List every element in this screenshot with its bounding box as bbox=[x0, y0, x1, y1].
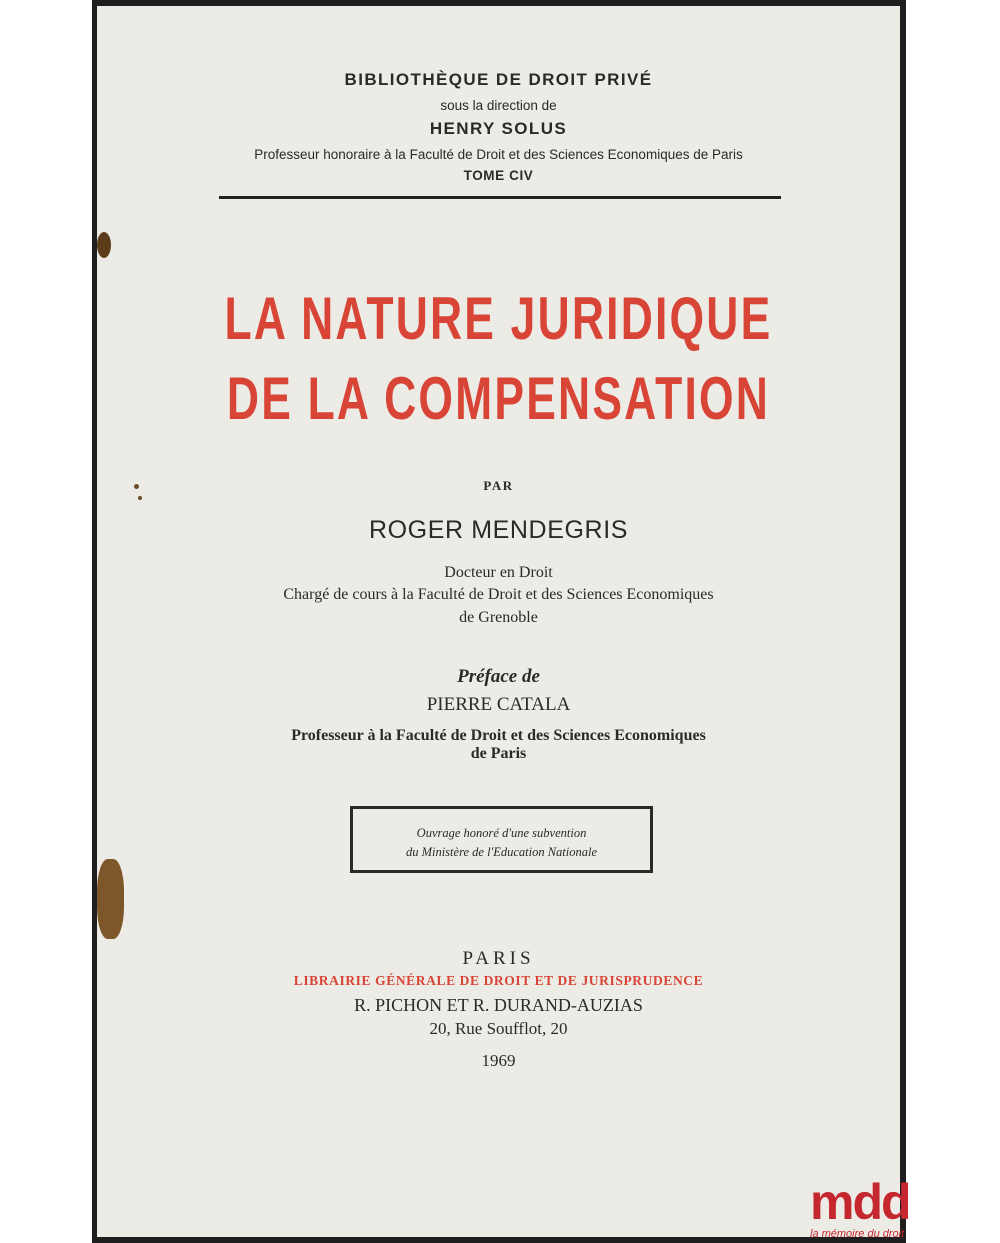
imprint-city: PARIS bbox=[462, 948, 535, 969]
imprint-publisher-names: R. PICHON ET R. DURAND-AUZIAS bbox=[354, 995, 643, 1015]
mdd-logo bbox=[810, 1174, 922, 1243]
preface-label: Préface de bbox=[457, 666, 540, 687]
series-direction: sous la direction de bbox=[440, 98, 557, 113]
book-title-line1: LA NATURE JURIDIQUE bbox=[224, 285, 773, 352]
imprint-publisher: LIBRAIRIE GÉNÉRALE DE DROIT ET DE JURISPRUDENCE bbox=[293, 973, 704, 988]
imprint-address: 20, Rue Soufflot, 20 bbox=[429, 1019, 568, 1038]
book-cover bbox=[97, 6, 900, 1237]
author-degree: Docteur en Droit bbox=[444, 564, 553, 581]
grant-box bbox=[350, 806, 653, 873]
divider bbox=[219, 196, 781, 199]
grant-line2: du Ministère de l'Education Nationale bbox=[405, 845, 598, 859]
preface-title-line1: Professeur à la Faculté de Droit et des Sciences Economiques bbox=[291, 727, 706, 744]
author-place: de Grenoble bbox=[459, 609, 538, 626]
logo-mark: mdd bbox=[810, 1174, 910, 1230]
paper-stain bbox=[138, 496, 142, 500]
book-title-line2: DE LA COMPENSATION bbox=[226, 365, 771, 432]
author-position: Chargé de cours à la Faculté de Droit et des Sciences Economiques bbox=[283, 586, 714, 603]
imprint-year: 1969 bbox=[481, 1051, 516, 1070]
series-title: BIBLIOTHÈQUE DE DROIT PRIVÉ bbox=[344, 70, 653, 89]
series-volume: TOME CIV bbox=[463, 168, 534, 183]
series-director: HENRY SOLUS bbox=[429, 119, 568, 138]
logo-tagline: la mémoire du droit bbox=[810, 1228, 905, 1240]
author-name: ROGER MENDEGRIS bbox=[368, 516, 629, 544]
grant-line1: Ouvrage honoré d'une subvention bbox=[416, 826, 587, 840]
paper-stain bbox=[97, 859, 124, 939]
series-director-title: Professeur honoraire à la Faculté de Droit et des Sciences Economiques de Paris bbox=[254, 147, 743, 162]
preface-name: PIERRE CATALA bbox=[426, 694, 571, 715]
paper-stain bbox=[97, 232, 111, 258]
preface-title-line2: de Paris bbox=[470, 745, 527, 762]
author-by: PAR bbox=[483, 478, 514, 493]
